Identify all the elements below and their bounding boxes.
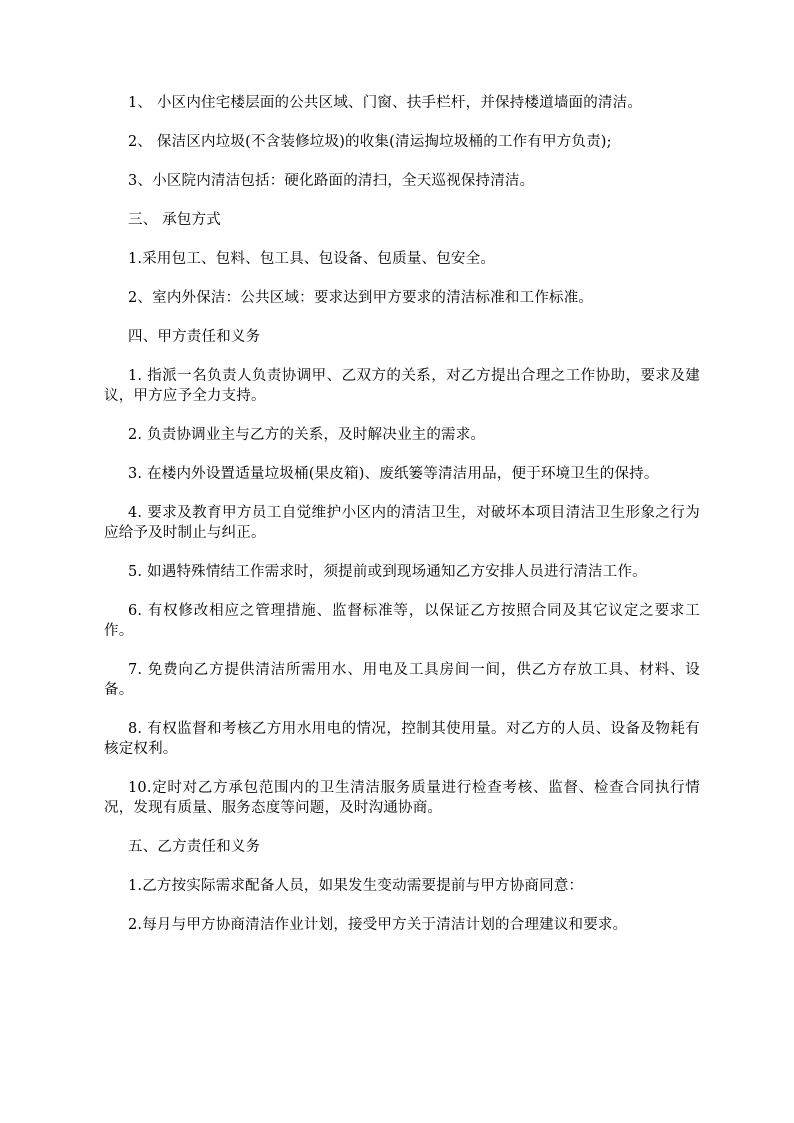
paragraph-party-a-6: 6. 有权修改相应之管理措施、监督标准等，以保证乙方按照合同及其它议定之要求工作。 (104, 603, 700, 639)
paragraph-party-a-10: 10.定时对乙方承包范围内的卫生清洁服务质量进行检查考核、监督、检查合同执行情况，发现有质量、服务态度等问题，及时沟通协商。 (104, 780, 700, 816)
paragraph-scope-1: 1、 小区内住宅楼层面的公共区域、门窗、扶手栏杆，并保持楼道墙面的清洁。 (128, 95, 643, 111)
paragraph-party-b-2: 2.每月与甲方协商清洁作业计划，接受甲方关于清洁计划的合理建议和要求。 (128, 917, 628, 933)
section-heading-party-b-duties: 五、乙方责任和义务 (128, 839, 261, 855)
section-heading-party-a-duties: 四、甲方责任和义务 (128, 329, 261, 345)
paragraph-party-b-1: 1.乙方按实际需求配备人员，如果发生变动需要提前与甲方协商同意： (128, 878, 584, 894)
paragraph-scope-2: 2、 保洁区内垃圾(不含装修垃圾)的收集(清运掏垃圾桶的工作有甲方负责); (128, 134, 612, 150)
paragraph-party-a-7: 7. 免费向乙方提供清洁所需用水、用电及工具房间一间，供乙方存放工具、材料、设备。 (104, 662, 700, 698)
paragraph-party-a-1: 1. 指派一名负责人负责协调甲、乙双方的关系，对乙方提出合理之工作协助，要求及建议，甲方应予全力支持。 (104, 368, 700, 404)
paragraph-party-a-8: 8. 有权监督和考核乙方用水用电的情况，控制其使用量。对乙方的人员、设备及物耗有核定权利。 (104, 721, 700, 757)
paragraph-party-a-5: 5. 如遇特殊情结工作需求时，须提前或到现场通知乙方安排人员进行清洁工作。 (128, 564, 647, 580)
paragraph-party-a-4: 4. 要求及教育甲方员工自觉维护小区内的清洁卫生，对破坏本项目清洁卫生形象之行为应给予及时制止与纠正。 (104, 505, 700, 541)
paragraph-party-a-2: 2. 负责协调业主与乙方的关系，及时解决业主的需求。 (128, 427, 486, 443)
document-body (104, 93, 700, 954)
paragraph-scope-3: 3、小区院内清洁包括：硬化路面的清扫，全天巡视保持清洁。 (128, 173, 535, 189)
paragraph-method-1: 1.采用包工、包料、包工具、包设备、包质量、包安全。 (128, 251, 496, 267)
section-heading-contract-method: 三、 承包方式 (128, 212, 222, 228)
paragraph-method-2: 2、室内外保洁：公共区域：要求达到甲方要求的清洁标准和工作标准。 (128, 290, 594, 306)
paragraph-party-a-3: 3. 在楼内外设置适量垃圾桶(果皮箱)、废纸篓等清洁用品，便于环境卫生的保持。 (128, 466, 659, 482)
